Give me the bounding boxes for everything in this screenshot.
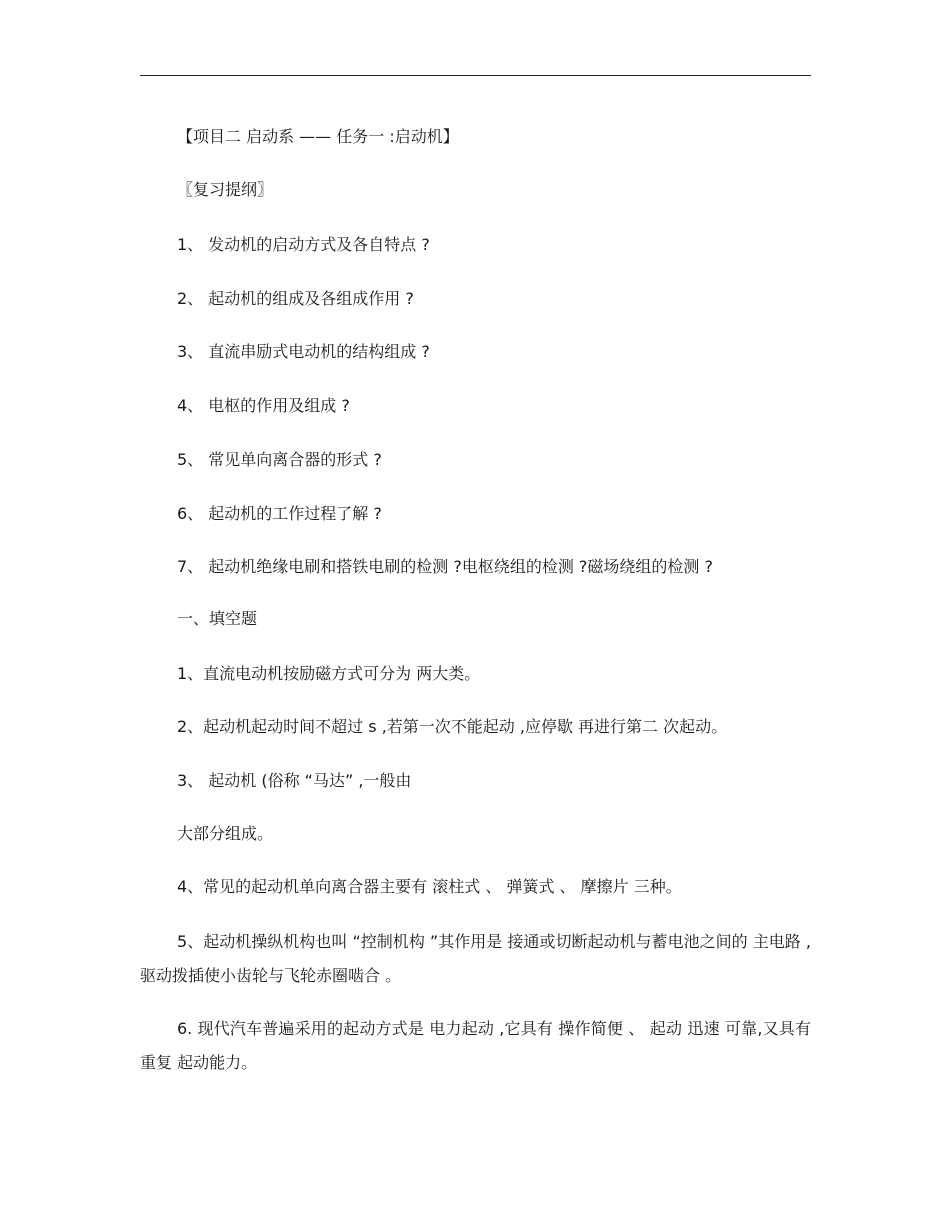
outline-item-6: 6、 起动机的工作过程了解 ? xyxy=(177,504,382,523)
question-3-continued: 大部分组成。 xyxy=(177,824,274,843)
question-5: 5、起动机操纵机构也叫 “控制机构 ”其作用是 接通或切断起动机与蓄电池之间的 主电路 ,驱动拨插使小齿轮与飞轮赤圈啮合 。 xyxy=(140,932,811,985)
question-4: 4、常见的起动机单向离合器主要有 滚柱式 、 弹簧式 、 摩擦片 三种。 xyxy=(177,877,682,896)
question-1: 1、直流电动机按励磁方式可分为 两大类。 xyxy=(177,664,481,683)
question-3: 3、 起动机 (俗称 “马达” ,一般由 xyxy=(177,771,412,790)
document-title: 【项目二 启动系 —— 任务一 :启动机】 xyxy=(177,127,459,146)
question-2: 2、起动机起动时间不超过 s ,若第一次不能起动 ,应停歇 再进行第二 次起动。 xyxy=(177,717,728,736)
outline-item-3: 3、 直流串励式电动机的结构组成 ? xyxy=(177,342,430,361)
question-6: 6. 现代汽车普遍采用的起动方式是 电力起动 ,它具有 操作简便 、 起动 迅速 可靠,又具有 重复 起动能力。 xyxy=(140,1019,811,1072)
outline-item-5: 5、 常见单向离合器的形式 ? xyxy=(177,450,382,469)
header-rule xyxy=(140,75,811,76)
section-heading: 一、填空题 xyxy=(177,609,258,628)
outline-item-2: 2、 起动机的组成及各组成作用 ? xyxy=(177,289,414,308)
outline-item-1: 1、 发动机的启动方式及各自特点 ? xyxy=(177,235,430,254)
outline-item-7: 7、 起动机绝缘电刷和搭铁电刷的检测 ?电枢绕组的检测 ?磁场绕组的检测 ? xyxy=(177,557,714,576)
outline-heading: 〖复习提纲〗 xyxy=(177,180,274,199)
outline-item-4: 4、 电枢的作用及组成 ? xyxy=(177,396,350,415)
